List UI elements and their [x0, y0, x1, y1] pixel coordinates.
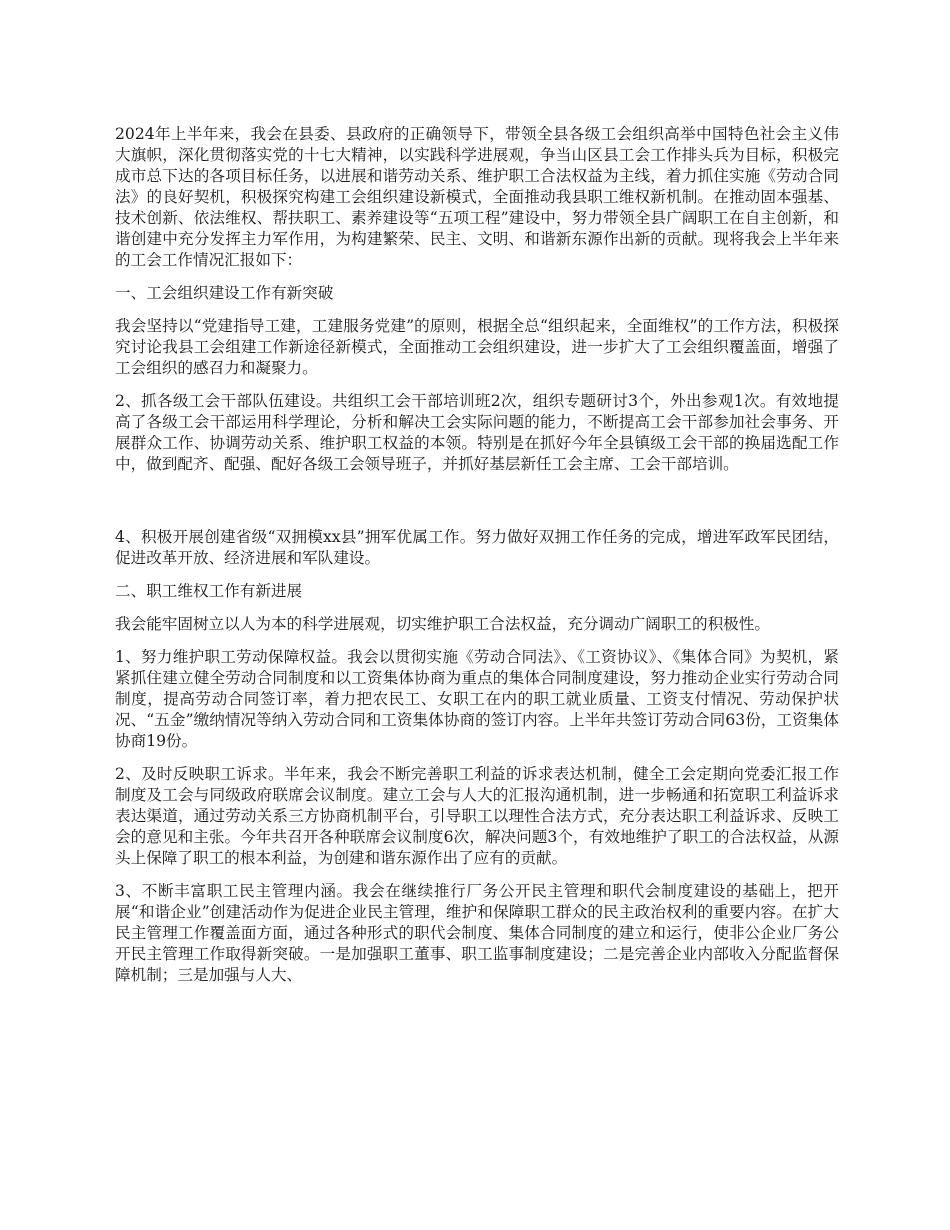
labor-rights-paragraph: 1、努力维护职工劳动保障权益。我会以贯彻实施《劳动合同法》、《工资协议》、《集体合同》为契机，紧紧抓住建立健全劳动合同制度和以工资集体协商为重点的集体合同制度建设，努力推动企业实行劳动合同制度，提高劳动合同签订率，着力把农民工、女职工在内的职工就业质量、工资支付情况、劳动保护状况、“五金”缴纳情况等纳入劳动合同和工资集体协商的签订内容。上半年共签订劳动合同63份，工资集体协商19份。 [115, 648, 839, 750]
worker-appeals-paragraph: 2、及时反映职工诉求。半年来，我会不断完善职工利益的诉求表达机制，健全工会定期向党委汇报工作制度及工会与同级政府联席会议制度。建立工会与人大的汇报沟通机制，进一步畅通和拓宽职工利益诉求表达渠道，通过劳动关系三方协商机制平台，引导职工以理性合法方式，充分表达职工利益诉求、反映工会的意见和主张。今年共召开各种联席会议制度6次，解决问题3个，有效地维护了职工的合法权益，从源头上保障了职工的根本利益，为创建和谐东源作出了应有的贡献。 [115, 765, 839, 867]
section-heading-org-building: 一、工会组织建设工作有新突破 [115, 284, 334, 302]
double-support-paragraph: 4、积极开展创建省级“双拥模xx县”拥军优属工作。努力做好双拥工作任务的完成，增进军政军民团结，促进改革开放、经济进展和军队建设。 [115, 528, 839, 567]
rights-intro-paragraph: 我会能牢固树立以人为本的科学进展观，切实维护职工合法权益，充分调动广阔职工的积极性。 [115, 615, 770, 633]
org-building-paragraph: 我会坚持以“党建指导工建，工建服务党建”的原则，根据全总“组织起来，全面维权”的工作方法，积极探究讨论我县工会组建工作新途径新模式，全面推动工会组织建设，进一步扩大了工会组织覆盖面，增强了工会组织的感召力和凝聚力。 [115, 317, 839, 377]
democratic-management-paragraph: 3、不断丰富职工民主管理内涵。我会在继续推行厂务公开民主管理和职代会制度建设的基础上，把开展“和谐企业”创建活动作为促进企业民主管理，维护和保障职工群众的民主政治权利的重要内容。在扩大民主管理工作覆盖面方面，通过各种形式的职代会制度、集体合同制度的建立和运行，使非公企业厂务公开民主管理工作取得新突破。一是加强职工董事、职工监事制度建设；二是完善企业内部收入分配监督保障机制；三是加强与人大、 [115, 882, 839, 984]
intro-paragraph: 2024年上半年来，我会在县委、县政府的正确领导下，带领全县各级工会组织高举中国特色社会主义伟大旗帜，深化贯彻落实党的十七大精神，以实践科学进展观，争当山区县工会工作排头兵为目标，积极完成市总下达的各项目标任务，以进展和谐劳动关系、维护职工合法权益为主线，着力抓住实施《劳动合同法》的良好契机，积极探究构建工会组织建设新模式，全面推动我县职工维权新机制。在推动固本强基、技术创新、依法维权、帮扶职工、素养建设等“五项工程”建设中，努力带领全县广阔职工在自主创新，和谐创建中充分发挥主力军作用，为构建繁荣、民主、文明、和谐新东源作出新的贡献。现将我会上半年来的工会工作情况汇报如下： [115, 125, 839, 269]
cadre-training-paragraph: 2、抓各级工会干部队伍建设。共组织工会干部培训班2次，组织专题研讨3个，外出参观1次。有效地提高了各级工会干部运用科学理论，分析和解决工会实际问题的能力，不断提高工会干部参加社会事务、开展群众工作、协调劳动关系、维护职工权益的本领。特别是在抓好今年全县镇级工会干部的换届选配工作中，做到配齐、配强、配好各级工会领导班子，并抓好基层新任工会主席、工会干部培训。 [115, 392, 839, 473]
section-heading-rights-protection: 二、职工维权工作有新进展 [115, 582, 303, 600]
document-page [115, 124, 839, 998]
blank-space [115, 487, 839, 527]
